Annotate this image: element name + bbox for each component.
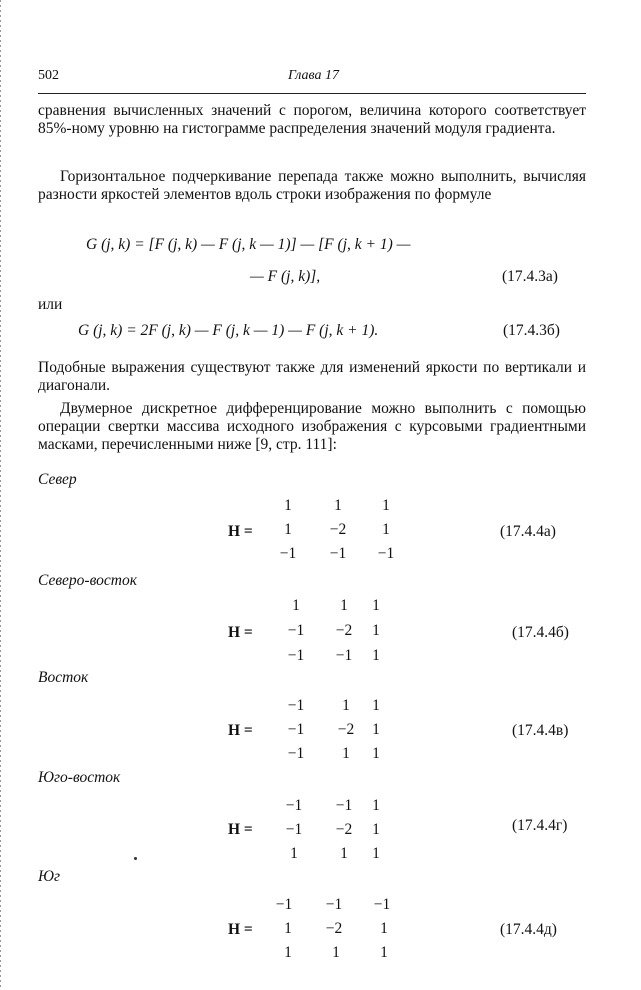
equation-a-number: (17.4.3а)	[502, 268, 558, 285]
matrix-cell: 1	[372, 745, 380, 762]
matrix-cell: 1	[290, 845, 298, 862]
matrix-cell: 1	[372, 845, 380, 862]
matrix-cell: −2	[325, 920, 343, 937]
mask-equation-number: (17.4.4а)	[500, 523, 556, 540]
page-number: 502	[38, 68, 59, 83]
equation-b-number: (17.4.3б)	[503, 322, 560, 339]
connector-word: или	[38, 296, 63, 313]
header-rule	[38, 93, 586, 94]
matrix-cell: 1	[342, 697, 350, 714]
matrix-cell: −1	[325, 896, 343, 913]
matrix-cell: 1	[380, 920, 388, 937]
matrix-cell: 1	[372, 647, 380, 664]
matrix-cell: −2	[335, 821, 353, 838]
mask-h-label: H =	[228, 722, 253, 739]
matrix-cell: 1	[284, 944, 292, 961]
paragraph-1: сравнения вычисленных значений с порогом, величина которого соответствует 85%-ному уровню на гистограмме распределения значений модуля градиента.	[38, 102, 586, 137]
mask-label-east: Восток	[38, 669, 89, 686]
matrix-cell: −1	[287, 745, 305, 762]
matrix-cell: 1	[372, 821, 380, 838]
matrix-cell: −1	[287, 647, 305, 664]
mask-label-south: Юг	[38, 868, 61, 885]
matrix-cell: 1	[342, 745, 350, 762]
matrix-cell: −1	[287, 697, 305, 714]
matrix-cell: −2	[335, 622, 353, 639]
paragraph-4: Двумерное дискретное дифференцирование можно выполнить с помощью операции свертки массива исходного изображения с курсовыми градиентными масками, перечисленными ниже [9, стр. 111]:	[38, 400, 586, 453]
matrix-cell: −1	[285, 821, 303, 838]
matrix-cell: −2	[337, 721, 355, 738]
equation-b: G (j, k) = 2F (j, k) — F (j, k — 1) — F (j, k + 1).	[78, 322, 379, 339]
mask-h-label: H =	[228, 921, 253, 938]
matrix-cell: −1	[335, 647, 353, 664]
matrix-cell: −1	[377, 545, 395, 562]
chapter-title: Глава 17	[288, 68, 339, 83]
matrix-cell: 1	[284, 920, 292, 937]
mask-label-northeast: Северо-восток	[38, 572, 137, 589]
mask-equation-number: (17.4.4д)	[500, 921, 557, 938]
matrix-cell: 1	[380, 944, 388, 961]
paragraph-3: Подобные выражения существуют также для изменений яркости по вертикали и диагонали.	[38, 359, 586, 394]
mask-h-label: H =	[228, 523, 253, 540]
matrix-cell: −1	[275, 896, 293, 913]
mask-label-southeast: Юго-восток	[38, 769, 121, 786]
matrix-cell: 1	[382, 497, 390, 514]
matrix-cell: −1	[287, 721, 305, 738]
matrix-cell: 1	[372, 597, 380, 614]
matrix-cell: −2	[329, 521, 347, 538]
mask-equation-number: (17.4.4б)	[512, 624, 569, 641]
matrix-cell: 1	[284, 497, 292, 514]
equation-a-line-1: G (j, k) = [F (j, k) — F (j, k — 1)] — [F (j, k + 1) —	[86, 236, 411, 253]
matrix-cell: −1	[285, 797, 303, 814]
paragraph-2: Горизонтальное подчеркивание перепада также можно выполнить, вычисляя разности яркостей элементов вдоль строки изображения по формуле	[38, 168, 586, 203]
matrix-cell: −1	[279, 545, 297, 562]
matrix-cell: 1	[382, 521, 390, 538]
matrix-cell: 1	[340, 845, 348, 862]
matrix-cell: −1	[335, 797, 353, 814]
matrix-cell: 1	[334, 497, 342, 514]
matrix-cell: 1	[292, 597, 300, 614]
matrix-cell: 1	[372, 797, 380, 814]
running-header	[38, 68, 586, 90]
matrix-cell: 1	[340, 597, 348, 614]
matrix-cell: −1	[329, 545, 347, 562]
matrix-cell: 1	[332, 944, 340, 961]
matrix-cell: 1	[284, 521, 292, 538]
matrix-cell: −1	[287, 622, 305, 639]
mask-equation-number: (17.4.4в)	[512, 722, 569, 739]
mask-equation-number: (17.4.4г)	[512, 817, 568, 834]
print-speck	[134, 857, 137, 860]
matrix-cell: 1	[372, 697, 380, 714]
equation-a-line-2: — F (j, k)],	[250, 268, 321, 285]
matrix-cell: 1	[372, 721, 380, 738]
mask-h-label: H =	[228, 821, 253, 838]
matrix-cell: −1	[373, 896, 391, 913]
mask-label-north: Север	[38, 471, 77, 488]
page-edge	[0, 0, 1, 990]
mask-h-label: H =	[228, 624, 253, 641]
matrix-cell: 1	[372, 622, 380, 639]
